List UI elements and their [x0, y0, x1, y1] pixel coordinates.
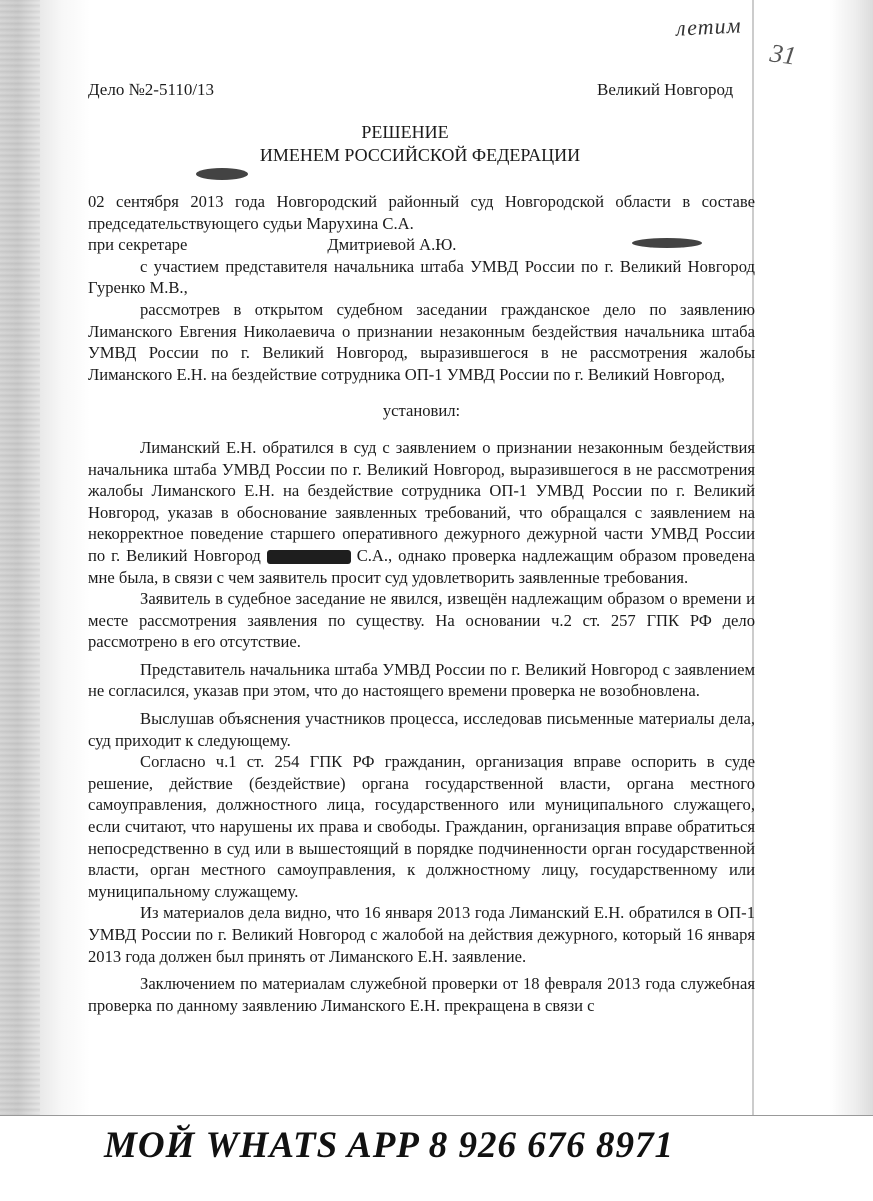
paragraph-3: Представитель начальника штаба УМВД России по г. Великий Новгород с заявлением не согласился, указав при этом, что до настоящего времени проверка не возобновлена.: [88, 659, 755, 701]
document-subtitle: ИМЕНЕМ РОССИЙСКОЙ ФЕДЕРАЦИИ: [259, 145, 581, 165]
paragraph-4: Выслушав объяснения участников процесса, исследовав письменные материалы дела, суд приходит к следующему.: [88, 709, 755, 750]
secretary-label: при секретаре: [88, 235, 188, 255]
intro-paragraph: 02 сентября 2013 года Новгородский районный суд Новгородской области в составе председательствующего судьи Марухина С.А.: [88, 192, 755, 233]
case-number: Дело №2-5110/13: [88, 80, 215, 99]
handwritten-note: летим: [675, 12, 743, 41]
whatsapp-contact: МОЙ WHATS APP 8 926 676 8971: [104, 1125, 675, 1166]
ink-blot: [196, 168, 248, 180]
page-number: 31: [768, 38, 798, 71]
document-body: [88, 191, 755, 1016]
paragraph-5: Согласно ч.1 ст. 254 ГПК РФ гражданин, организация вправе оспорить в суде решение, действие (бездействие) органа государственной власти, органа местного самоуправления, должностного лица, государственного или муниципального служащего, если считают, что нарушены их права и свободы. Гражданин, организация вправе обратиться непосредственно в суд или в вышестоящий в порядке подчиненности орган государственной власти, орган местного самоуправления, к должностному лицу, государственному или муниципальному служащему.: [88, 752, 755, 901]
participant-paragraph: с участием представителя начальника штаба УМВД России по г. Великий Новгород Гуренко М.В.,: [88, 256, 755, 298]
secretary-line: [88, 234, 755, 256]
paragraph-1: [88, 437, 755, 588]
paragraph-1-end: С.А., однако проверка надлежащим образом проведена мне была, в связи с чем заявитель просит суд удовлетворить заявленные требования.: [88, 545, 755, 587]
paragraph-2: Заявитель в судебное заседание не явился, извещён надлежащим образом о времени и месте рассмотрения заявления по существу. На основании ч.2 ст. 257 ГПК РФ дело рассмотрено в его отсутствие.: [88, 589, 755, 652]
considered-paragraph: рассмотрев в открытом судебном заседании гражданское дело по заявлению Лиманского Евгения Николаевича о признании незаконным бездействия начальника штаба УМВД России по г. Великий Новгород, выразившегося в не рассмотрения жалобы Лиманского Е.Н. на бездействие сотрудника ОП-1 УМВД России по г. Великий Новгород,: [88, 299, 755, 384]
redaction-mark: [267, 550, 351, 564]
paragraph-6: Из материалов дела видно, что 16 января 2013 года Лиманский Е.Н. обратился в ОП-1 УМВД России по г. Великий Новгород с жалобой на действия дежурного, который 16 января 2013 года должен был принять от Лиманского Е.Н. заявление.: [88, 903, 755, 966]
city: Великий Новгород: [597, 80, 734, 99]
paragraph-7: Заключением по материалам служебной проверки от 18 февраля 2013 года служебная проверка по данному заявлению Лиманского Е.Н. прекращена в связи с: [88, 974, 755, 1015]
secretary-name: Дмитриевой А.Ю.: [327, 235, 457, 255]
document-title: РЕШЕНИЕ: [361, 122, 449, 142]
established-heading: установил:: [382, 401, 461, 421]
paragraph-1-start: Лиманский Е.Н. обратился в суд с заявлением о признании незаконным бездействия начальника штаба УМВД России по г. Великий Новгород, выразившегося в не рассмотрения жалобы Лиманского Е.Н. на бездействие сотрудника ОП-1 УМВД России по г. Великий Новгород, указав в обоснование заявленных требований, что обращался с заявлением на некорректное поведение старшего оперативного дежурного дежурной части УМВД России по г. Великий Новгород: [88, 437, 755, 565]
